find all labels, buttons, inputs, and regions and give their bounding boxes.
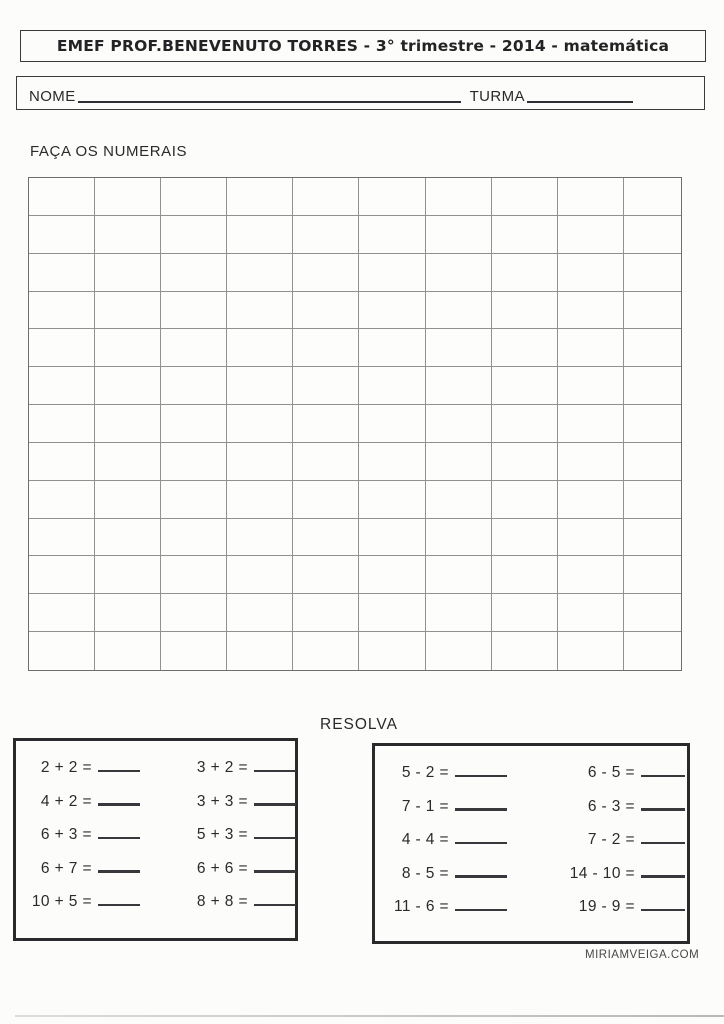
class-label: TURMA	[469, 88, 525, 105]
answer-blank-line	[254, 770, 296, 773]
grid-cell	[426, 632, 492, 670]
answer-blank-line	[98, 803, 140, 806]
grid-cell	[359, 519, 425, 557]
answer-blank-line	[98, 837, 140, 840]
grid-cell	[95, 367, 161, 405]
math-problem	[190, 859, 296, 879]
grid-cell	[29, 254, 95, 292]
grid-cell	[624, 481, 681, 519]
grid-cell	[161, 329, 227, 367]
name-blank-line	[78, 101, 461, 103]
math-problem	[559, 797, 685, 817]
grid-cell	[426, 481, 492, 519]
grid-cell	[227, 519, 293, 557]
grid-cell	[227, 216, 293, 254]
answer-blank-line	[254, 870, 296, 873]
grid-cell	[624, 367, 681, 405]
grid-cell	[558, 405, 624, 443]
grid-cell	[426, 405, 492, 443]
grid-cell	[29, 216, 95, 254]
grid-cell	[293, 481, 359, 519]
grid-cell	[161, 405, 227, 443]
name-label: NOME	[29, 88, 76, 105]
grid-cell	[161, 556, 227, 594]
grid-cell	[558, 254, 624, 292]
grid-cell	[359, 481, 425, 519]
grid-cell	[161, 594, 227, 632]
grid-cell	[492, 367, 558, 405]
problem-expression: 6 + 7 =	[40, 859, 92, 877]
grid-cell	[492, 178, 558, 216]
grid-cell	[293, 594, 359, 632]
numerals-grid	[28, 177, 682, 671]
grid-cell	[624, 405, 681, 443]
grid-cell	[558, 481, 624, 519]
grid-cell	[558, 178, 624, 216]
grid-cell	[227, 329, 293, 367]
grid-cell	[624, 254, 681, 292]
answer-blank-line	[455, 808, 507, 811]
grid-cell	[293, 329, 359, 367]
grid-cell	[161, 178, 227, 216]
grid-cell	[359, 405, 425, 443]
grid-cell	[492, 556, 558, 594]
answer-blank-line	[641, 842, 685, 845]
grid-cell	[227, 178, 293, 216]
grid-cell	[359, 443, 425, 481]
grid-cell	[29, 405, 95, 443]
grid-cell	[161, 254, 227, 292]
grid-cell	[161, 481, 227, 519]
grid-cell	[624, 556, 681, 594]
numerals-instruction: FAÇA OS NUMERAIS	[30, 143, 188, 160]
grid-cell	[426, 329, 492, 367]
grid-cell	[492, 443, 558, 481]
grid-cell	[426, 443, 492, 481]
problem-expression: 14 - 10 =	[569, 864, 635, 882]
math-problem	[383, 897, 507, 917]
grid-cell	[558, 443, 624, 481]
grid-cell	[29, 292, 95, 330]
grid-cell	[95, 519, 161, 557]
grid-cell	[624, 329, 681, 367]
grid-cell	[426, 292, 492, 330]
problem-expression: 5 - 2 =	[401, 764, 449, 781]
grid-cell	[227, 292, 293, 330]
grid-cell	[359, 594, 425, 632]
grid-cell	[293, 632, 359, 670]
problem-expression: 3 + 2 =	[196, 759, 248, 776]
grid-cell	[426, 556, 492, 594]
grid-cell	[558, 292, 624, 330]
grid-cell	[359, 254, 425, 292]
grid-cell	[624, 178, 681, 216]
grid-cell	[293, 556, 359, 594]
grid-cell	[293, 292, 359, 330]
problem-expression: 6 + 6 =	[196, 859, 248, 877]
answer-blank-line	[254, 904, 296, 907]
grid-cell	[95, 254, 161, 292]
grid-cell	[624, 292, 681, 330]
grid-cell	[29, 329, 95, 367]
grid-cell	[29, 632, 95, 670]
student-info-row	[16, 76, 705, 110]
grid-cell	[426, 254, 492, 292]
problem-expression: 5 + 3 =	[196, 826, 248, 843]
grid-cell	[492, 329, 558, 367]
grid-cell	[558, 519, 624, 557]
answer-blank-line	[641, 909, 685, 912]
grid-cell	[426, 519, 492, 557]
problem-expression: 8 - 5 =	[401, 864, 449, 882]
worksheet-title: EMEF PROF.BENEVENUTO TORRES - 3° trimestre - 2014 - matemática	[56, 37, 670, 55]
math-problem	[190, 825, 296, 845]
math-problem	[190, 892, 296, 912]
grid-cell	[359, 367, 425, 405]
math-problem	[190, 758, 296, 778]
grid-cell	[95, 405, 161, 443]
grid-cell	[227, 556, 293, 594]
addition-problems-box	[13, 738, 298, 941]
grid-cell	[227, 443, 293, 481]
grid-cell	[293, 216, 359, 254]
grid-cell	[227, 594, 293, 632]
grid-cell	[558, 594, 624, 632]
grid-cell	[426, 178, 492, 216]
grid-cell	[95, 632, 161, 670]
grid-cell	[161, 632, 227, 670]
resolva-heading: RESOLVA	[320, 716, 398, 733]
problem-expression: 7 - 2 =	[587, 831, 635, 848]
problem-expression: 4 - 4 =	[401, 831, 449, 848]
math-problem	[28, 758, 140, 778]
problem-expression: 6 - 5 =	[587, 764, 635, 781]
math-problem	[28, 859, 140, 879]
subtraction-problems-box	[372, 743, 690, 944]
grid-cell	[293, 254, 359, 292]
grid-cell	[359, 216, 425, 254]
problem-expression: 6 - 3 =	[587, 797, 635, 815]
problem-expression: 19 - 9 =	[578, 898, 635, 915]
addition-column-1	[28, 758, 140, 926]
grid-cell	[624, 519, 681, 557]
grid-cell	[95, 216, 161, 254]
grid-cell	[95, 556, 161, 594]
grid-cell	[492, 405, 558, 443]
grid-cell	[29, 594, 95, 632]
grid-cell	[492, 481, 558, 519]
grid-cell	[161, 519, 227, 557]
problem-expression: 10 + 5 =	[31, 893, 92, 910]
math-problem	[28, 825, 140, 845]
addition-column-2	[190, 758, 296, 926]
grid-cell	[29, 443, 95, 481]
grid-cell	[29, 519, 95, 557]
grid-cell	[426, 216, 492, 254]
math-problem	[190, 792, 296, 812]
grid-cell	[293, 443, 359, 481]
answer-blank-line	[455, 875, 507, 878]
answer-blank-line	[254, 837, 296, 840]
answer-blank-line	[455, 842, 507, 845]
answer-blank-line	[641, 808, 685, 811]
grid-cell	[492, 216, 558, 254]
grid-cell	[29, 556, 95, 594]
answer-blank-line	[641, 875, 685, 878]
answer-blank-line	[98, 904, 140, 907]
grid-cell	[558, 216, 624, 254]
problem-expression: 3 + 3 =	[196, 792, 248, 810]
scan-edge-line	[15, 1015, 724, 1017]
grid-cell	[95, 292, 161, 330]
grid-cell	[359, 178, 425, 216]
grid-cell	[492, 254, 558, 292]
math-problem	[559, 864, 685, 884]
grid-cell	[293, 178, 359, 216]
grid-cell	[227, 481, 293, 519]
grid-cell	[558, 556, 624, 594]
grid-cell	[492, 519, 558, 557]
grid-cell	[359, 329, 425, 367]
grid-cell	[624, 443, 681, 481]
credit-text: MIRIAMVEIGA.COM	[585, 949, 700, 961]
problem-expression: 7 - 1 =	[401, 797, 449, 815]
grid-cell	[227, 367, 293, 405]
grid-cell	[293, 405, 359, 443]
grid-cell	[227, 632, 293, 670]
answer-blank-line	[455, 909, 507, 912]
subtraction-column-1	[383, 763, 507, 931]
grid-cell	[161, 216, 227, 254]
answer-blank-line	[254, 803, 296, 806]
answer-blank-line	[641, 775, 685, 778]
grid-cell	[29, 367, 95, 405]
grid-cell	[492, 594, 558, 632]
math-problem	[28, 892, 140, 912]
grid-cell	[359, 292, 425, 330]
math-problem	[383, 763, 507, 783]
grid-cell	[359, 632, 425, 670]
grid-cell	[227, 254, 293, 292]
grid-cell	[426, 594, 492, 632]
math-problem	[383, 797, 507, 817]
worksheet-header	[20, 30, 706, 62]
grid-cell	[492, 292, 558, 330]
grid-cell	[293, 519, 359, 557]
grid-cell	[624, 216, 681, 254]
problem-expression: 6 + 3 =	[40, 826, 92, 843]
grid-cell	[29, 178, 95, 216]
grid-cell	[624, 594, 681, 632]
answer-blank-line	[98, 870, 140, 873]
problem-expression: 4 + 2 =	[40, 792, 92, 810]
grid-cell	[492, 632, 558, 670]
grid-cell	[161, 443, 227, 481]
grid-cell	[558, 367, 624, 405]
subtraction-column-2	[559, 763, 685, 931]
grid-cell	[161, 367, 227, 405]
problem-expression: 2 + 2 =	[40, 759, 92, 776]
grid-cell	[161, 292, 227, 330]
grid-cell	[558, 632, 624, 670]
grid-cell	[95, 594, 161, 632]
answer-blank-line	[455, 775, 507, 778]
problem-expression: 8 + 8 =	[196, 893, 248, 910]
grid-cell	[95, 178, 161, 216]
grid-cell	[95, 443, 161, 481]
grid-cell	[29, 481, 95, 519]
math-problem	[559, 897, 685, 917]
problem-expression: 11 - 6 =	[393, 898, 449, 915]
math-problem	[383, 830, 507, 850]
grid-cell	[359, 556, 425, 594]
answer-blank-line	[98, 770, 140, 773]
math-problem	[28, 792, 140, 812]
grid-cell	[426, 367, 492, 405]
math-problem	[559, 830, 685, 850]
math-problem	[383, 864, 507, 884]
grid-cell	[293, 367, 359, 405]
grid-cell	[624, 632, 681, 670]
class-blank-line	[527, 101, 633, 103]
grid-cell	[95, 481, 161, 519]
math-problem	[559, 763, 685, 783]
grid-cell	[227, 405, 293, 443]
grid-cell	[95, 329, 161, 367]
grid-cell	[558, 329, 624, 367]
